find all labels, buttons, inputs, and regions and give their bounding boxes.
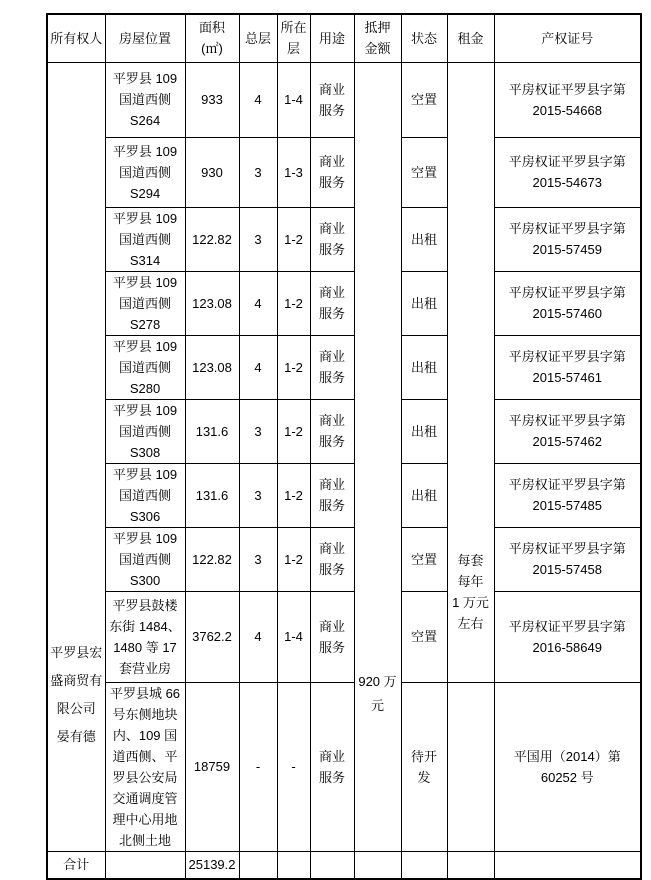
area-cell: 18759	[185, 682, 239, 851]
header-use: 用途	[310, 14, 354, 62]
status-cell: 待开发	[401, 682, 447, 851]
location-cell: 平罗县 109 国道西侧 S300	[105, 527, 185, 591]
cert-cell: 平房权证平罗县字第 2015-57461	[494, 335, 641, 399]
status-cell: 空置	[401, 62, 447, 137]
cert-cell: 平房权证平罗县字第 2016-58649	[494, 591, 641, 682]
table-row	[47, 682, 641, 851]
empty-cell	[494, 851, 641, 879]
header-area: 面积 (㎡)	[185, 14, 239, 62]
floor-cell: -	[277, 682, 310, 851]
area-cell: 131.6	[185, 399, 239, 463]
use-cell: 商业服务	[310, 463, 354, 527]
status-cell: 出租	[401, 463, 447, 527]
rent-cell-empty	[447, 682, 494, 851]
table-row	[47, 399, 641, 463]
status-cell: 空置	[401, 527, 447, 591]
floor-cell: 1-2	[277, 207, 310, 271]
header-row	[47, 14, 641, 62]
mortgage-merged-cell: 920 万 元	[354, 62, 401, 851]
use-cell: 商业服务	[310, 399, 354, 463]
location-cell: 平罗县城 66 号东侧地块内、109 国道西侧、平罗县公安局交通调度管理中心用地北侧土地	[105, 682, 185, 851]
total-floors-cell: 4	[239, 62, 277, 137]
total-floors-cell: 4	[239, 271, 277, 335]
header-status: 状态	[401, 14, 447, 62]
floor-cell: 1-4	[277, 62, 310, 137]
cert-cell: 平房权证平罗县字第 2015-57462	[494, 399, 641, 463]
location-cell: 平罗县 109 国道西侧 S278	[105, 271, 185, 335]
total-row	[47, 851, 641, 879]
table-row	[47, 62, 641, 137]
table-row	[47, 527, 641, 591]
status-cell: 出租	[401, 207, 447, 271]
area-cell: 122.82	[185, 527, 239, 591]
use-cell: 商业服务	[310, 62, 354, 137]
empty-cell	[447, 851, 494, 879]
total-floors-cell: 3	[239, 527, 277, 591]
area-cell: 123.08	[185, 335, 239, 399]
total-floors-cell: 3	[239, 463, 277, 527]
status-cell: 出租	[401, 399, 447, 463]
table-row	[47, 591, 641, 682]
floor-cell: 1-2	[277, 399, 310, 463]
floor-cell: 1-2	[277, 463, 310, 527]
cert-cell: 平房权证平罗县字第 2015-57485	[494, 463, 641, 527]
area-cell: 123.08	[185, 271, 239, 335]
header-floor: 所在层	[277, 14, 310, 62]
floor-cell: 1-2	[277, 335, 310, 399]
status-cell: 空置	[401, 591, 447, 682]
status-cell: 出租	[401, 335, 447, 399]
cert-cell: 平房权证平罗县字第 2015-57459	[494, 207, 641, 271]
total-floors-cell: 3	[239, 399, 277, 463]
total-floors-cell: -	[239, 682, 277, 851]
area-cell: 933	[185, 62, 239, 137]
total-floors-cell: 3	[239, 207, 277, 271]
empty-cell	[401, 851, 447, 879]
location-cell: 平罗县 109 国道西侧 S306	[105, 463, 185, 527]
header-owner: 所有权人	[47, 14, 105, 62]
area-cell: 3762.2	[185, 591, 239, 682]
total-floors-cell: 3	[239, 137, 277, 207]
header-mortgage: 抵押 金额	[354, 14, 401, 62]
empty-cell	[105, 851, 185, 879]
area-cell: 930	[185, 137, 239, 207]
location-cell: 平罗县鼓楼东街 1484、1480 等 17 套营业房	[105, 591, 185, 682]
table-row	[47, 335, 641, 399]
status-cell: 空置	[401, 137, 447, 207]
use-cell: 商业服务	[310, 591, 354, 682]
empty-cell	[354, 851, 401, 879]
total-area-cell: 25139.2	[185, 851, 239, 879]
owner-merged-cell: 平罗县宏 盛商贸有 限公司 晏有德	[47, 62, 105, 851]
location-cell: 平罗县 109 国道西侧 S264	[105, 62, 185, 137]
location-cell: 平罗县 109 国道西侧 S294	[105, 137, 185, 207]
floor-cell: 1-2	[277, 271, 310, 335]
total-label-cell: 合计	[47, 851, 105, 879]
area-cell: 131.6	[185, 463, 239, 527]
rent-merged-cell: 每套 每年 1 万元 左右	[447, 62, 494, 682]
status-cell: 出租	[401, 271, 447, 335]
location-cell: 平罗县 109 国道西侧 S280	[105, 335, 185, 399]
use-cell: 商业服务	[310, 335, 354, 399]
header-rent: 租金	[447, 14, 494, 62]
table-row	[47, 137, 641, 207]
header-location: 房屋位置	[105, 14, 185, 62]
table-row	[47, 207, 641, 271]
floor-cell: 1-2	[277, 527, 310, 591]
use-cell: 商业服务	[310, 682, 354, 851]
cert-cell: 平房权证平罗县字第 2015-57458	[494, 527, 641, 591]
use-cell: 商业服务	[310, 137, 354, 207]
table-row	[47, 271, 641, 335]
cert-cell: 平房权证平罗县字第 2015-54673	[494, 137, 641, 207]
use-cell: 商业服务	[310, 207, 354, 271]
use-cell: 商业服务	[310, 271, 354, 335]
use-cell: 商业服务	[310, 527, 354, 591]
location-cell: 平罗县 109 国道西侧 S314	[105, 207, 185, 271]
header-cert: 产权证号	[494, 14, 641, 62]
total-floors-cell: 4	[239, 591, 277, 682]
total-floors-cell: 4	[239, 335, 277, 399]
floor-cell: 1-4	[277, 591, 310, 682]
area-cell: 122.82	[185, 207, 239, 271]
empty-cell	[310, 851, 354, 879]
table-row	[47, 463, 641, 527]
header-total-floors: 总层	[239, 14, 277, 62]
cert-cell: 平国用（2014）第 60252 号	[494, 682, 641, 851]
cert-cell: 平房权证平罗县字第 2015-54668	[494, 62, 641, 137]
empty-cell	[277, 851, 310, 879]
property-table	[46, 13, 642, 880]
cert-cell: 平房权证平罗县字第 2015-57460	[494, 271, 641, 335]
empty-cell	[239, 851, 277, 879]
floor-cell: 1-3	[277, 137, 310, 207]
location-cell: 平罗县 109 国道西侧 S308	[105, 399, 185, 463]
